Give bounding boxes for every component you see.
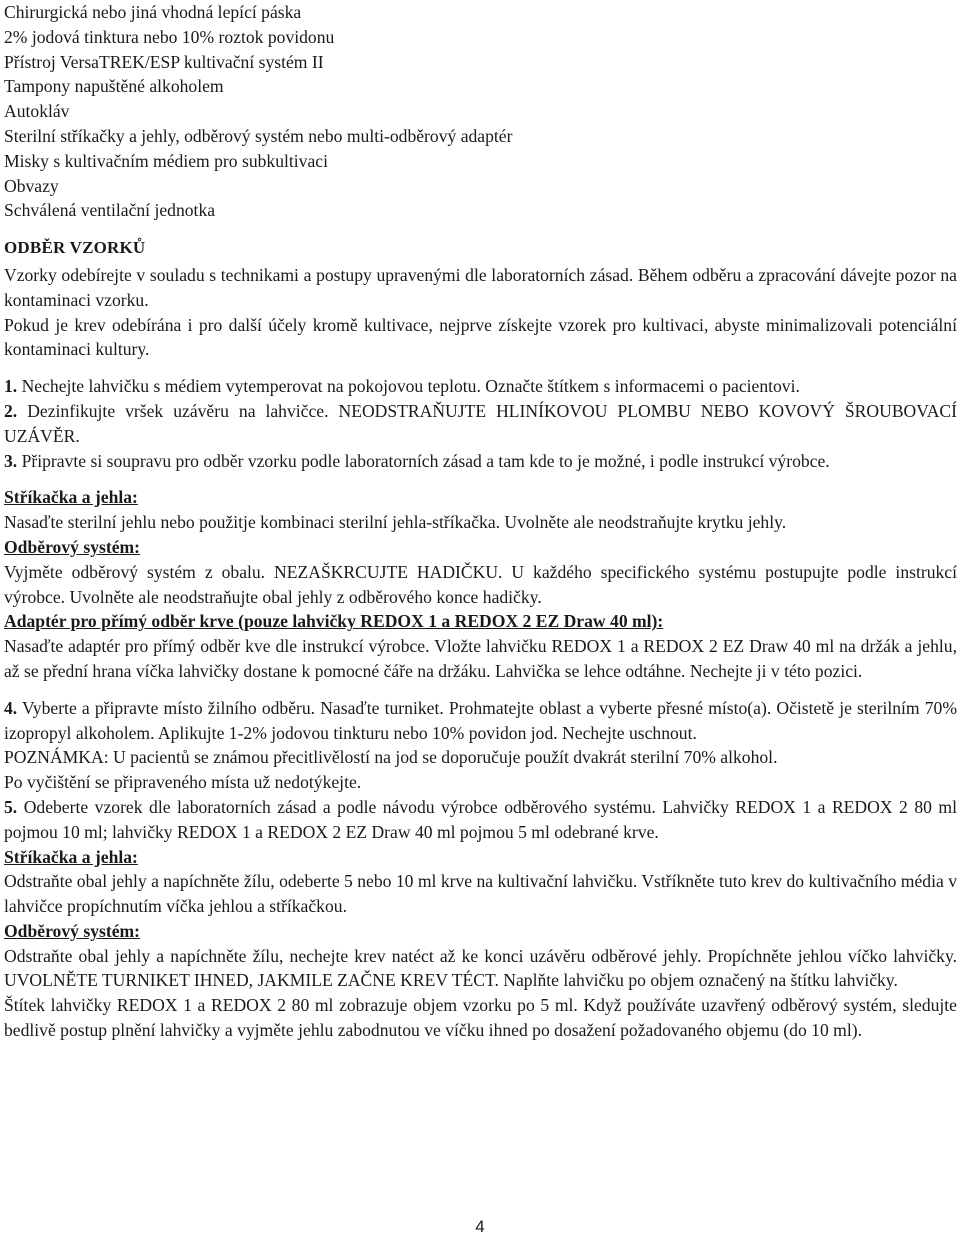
system-text: Vyjměte odběrový systém z obalu. NEZAŠKRCUJTE HADIČKU. U každého specifického systému postupujte podle instrukcí výrobce. Uvolněte ale neodstraňujte obal jehly z odběrového konce hadičky. — [4, 561, 957, 607]
adapter-text: Nasaďte adaptér pro přímý odběr kve dle instrukcí výrobce. Vložte lahvičku REDOX 1 a REDOX 2 EZ Draw 40 ml na držák a jehlu, až se přední hrana víčka lahvičky dostane k pomocné čáře na držáku. Lahvička se lehce odtáhne. Nechejte ji v této pozici. — [4, 636, 957, 681]
step-number: 2. — [4, 400, 18, 421]
step-2 — [4, 399, 957, 449]
subheading-syringe-2: Stříkačka a jehla: — [4, 846, 138, 867]
list-item: Obvazy — [4, 175, 59, 196]
step-text: Dezinfikujte vršek uzávěru na lahvičce. NEODSTRAŇUJTE HLINÍKOVOU PLOMBU NEBO KOVOVÝ ŠROUBOVACÍ UZÁVĚR. — [4, 400, 957, 446]
list-item: Tampony napuštěné alkoholem — [4, 76, 224, 97]
list-item: Sterilní stříkačky a jehly, odběrový systém nebo multi-odběrový adaptér — [4, 125, 513, 146]
step-1 — [4, 374, 957, 399]
step-5 — [4, 795, 957, 845]
section-heading: ODBĚR VZORKŮ — [4, 238, 146, 258]
step-number: 3. — [4, 450, 18, 471]
subheading-syringe: Stříkačka a jehla: — [4, 487, 138, 508]
label-text: Štítek lahvičky REDOX 1 a REDOX 2 80 ml zobrazuje objem vzorku po 5 ml. Když používáte uzavřený odběrový systém, sledujte bedlivě postup plnění lahvičky a vyjměte jehlu zabodnutou ve víčku ihned po dosažení požadovaného objemu (do 10 ml). — [4, 995, 957, 1041]
intro-paragraph-2: Pokud je krev odebírána i pro další účely kromě kultivace, nejprve získejte vzorek pro kultivaci, abyste minimalizovali potenciální kontaminaci kultury. — [4, 314, 957, 360]
materials-list — [4, 0, 957, 223]
system-text-2: Odstraňte obal jehly a napíchněte žílu, nechejte krev natéct až ke konci uzávěru odběrové jehly. Propíchněte jehlou víčko lahvičky. UVOLNĚTE TURNIKET IHNED, JAKMILE ZAČNE KREV TÉCT. Naplňte lahvičku po objem označený na štítku lahvičky. — [4, 945, 957, 991]
note-line-1: POZNÁMKA: U pacientů se známou přecitlivělostí na jod se doporučuje použít dvakrát sterilní 70% alkohol. — [4, 747, 778, 768]
step-text: Odeberte vzorek dle laboratorních zásad a podle návodu výrobce odběrového systému. Lahvičky REDOX 1 a REDOX 2 80 ml pojmou 10 ml; lahvičky REDOX 1 a REDOX 2 EZ Draw 40 ml pojmou 5 ml odebrané krve. — [4, 796, 957, 842]
subheading-system: Odběrový systém: — [4, 536, 141, 557]
page-number: 4 — [475, 1217, 485, 1236]
step-number: 1. — [4, 376, 18, 397]
step-text: Vyberte a připravte místo žilního odběru. Nasaďte turniket. Prohmatejte oblast a vyberte přesné místo(a). Očistetě je sterilním 70% izopropyl alkoholem. Aplikujte 1-2% jodovou tinkturu nebo 10% povidon jod. Nechejte uschnout. — [4, 697, 957, 743]
step-number: 5. — [4, 796, 18, 817]
document-page — [4, 0, 957, 1043]
list-item: Přístroj VersaTREK/ESP kultivační systém II — [4, 51, 324, 72]
step-4 — [4, 696, 957, 746]
list-item: 2% jodová tinktura nebo 10% roztok povidonu — [4, 26, 335, 47]
subheading-system-2: Odběrový systém: — [4, 920, 141, 941]
step-number: 4. — [4, 697, 18, 718]
syringe-text: Nasaďte sterilní jehlu nebo použitje kombinaci sterilní jehla-stříkačka. Uvolněte ale neodstraňujte krytku jehly. — [4, 512, 787, 533]
intro-paragraph-1: Vzorky odebírejte v souladu s technikami a postupy upravenými dle laboratorních zásad. Během odběru a zpracování dávejte pozor na kontaminaci vzorku. — [4, 264, 957, 310]
syringe-text-2: Odstraňte obal jehly a napíchněte žílu, odeberte 5 nebo 10 ml krve na kultivační lahvičku. Vstříkněte tuto krev do kultivačního média v lahvičce propíchnutím víčka jehlou a stříkačkou. — [4, 871, 957, 917]
list-item: Misky s kultivačním médiem pro subkultivaci — [4, 150, 328, 171]
step-text: Nechejte lahvičku s médiem vytemperovat na pokojovou teplotu. Označte štítkem s informacemi o pacientovi. — [17, 376, 800, 397]
list-item: Schválená ventilační jednotka — [4, 200, 216, 221]
step-text: Připravte si soupravu pro odběr vzorku podle laboratorních zásad a tam kde to je možné, i podle instrukcí výrobce. — [17, 450, 830, 471]
list-item: Autokláv — [4, 101, 70, 122]
list-item: Chirurgická nebo jiná vhodná lepící páska — [4, 2, 302, 22]
step-3 — [4, 449, 957, 474]
note-line-2: Po vyčištění se připraveného místa už nedotýkejte. — [4, 772, 362, 793]
subheading-adapter: Adaptér pro přímý odběr krve (pouze lahvičky REDOX 1 a REDOX 2 EZ Draw 40 ml): — [4, 611, 664, 632]
